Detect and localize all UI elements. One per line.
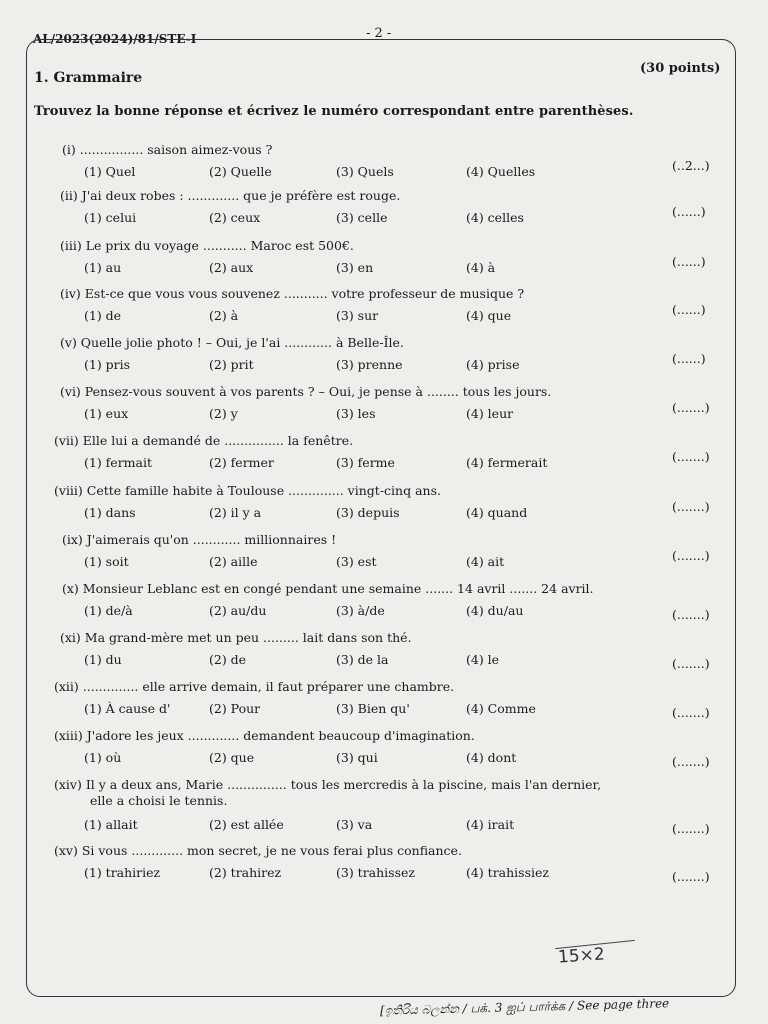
- answer-blank[interactable]: (.......): [672, 656, 710, 671]
- answer-option: (2) de: [209, 652, 247, 667]
- answer-blank[interactable]: (.......): [672, 449, 710, 464]
- answer-option: (1) celui: [84, 210, 137, 225]
- answer-option: (3) trahissez: [336, 865, 415, 880]
- question-stem: (xiii) J'adore les jeux ............. demandent beaucoup d'imagination.: [54, 728, 475, 743]
- answer-option: (4) le: [466, 652, 500, 667]
- answer-option: (4) fermerait: [466, 455, 548, 470]
- answer-option: (3) les: [336, 406, 376, 421]
- answer-option: (1) où: [84, 750, 122, 765]
- answer-option: (1) trahiriez: [84, 865, 161, 880]
- section-points: (30 points): [640, 61, 721, 76]
- answer-blank[interactable]: (.......): [672, 499, 710, 514]
- question-stem: (xv) Si vous ............. mon secret, je ne vous ferai plus confiance.: [54, 843, 462, 858]
- answer-option: (3) est: [336, 554, 377, 569]
- answer-option: (4) que: [466, 308, 512, 323]
- question-stem: (i) ................ saison aimez-vous ?: [62, 142, 273, 157]
- answer-blank[interactable]: (.......): [672, 754, 710, 769]
- page-number: - 2 -: [366, 26, 392, 41]
- answer-option: (1) au: [84, 260, 122, 275]
- answer-blank[interactable]: (.......): [672, 869, 710, 884]
- answer-option: (4) ait: [466, 554, 505, 569]
- answer-blank[interactable]: (......): [672, 302, 706, 317]
- answer-option: (3) en: [336, 260, 374, 275]
- section-instruction: Trouvez la bonne réponse et écrivez le numéro correspondant entre parenthèses.: [34, 104, 634, 119]
- answer-option: (3) depuis: [336, 505, 400, 520]
- question-stem: (iii) Le prix du voyage ........... Maroc est 500€.: [60, 238, 354, 253]
- answer-option: (4) Comme: [466, 701, 536, 716]
- answer-blank[interactable]: (..2...): [672, 158, 710, 173]
- answer-option: (1) allait: [84, 817, 138, 832]
- answer-option: (4) irait: [466, 817, 515, 832]
- answer-blank[interactable]: (......): [672, 254, 706, 269]
- question-stem: (iv) Est-ce que vous vous souvenez ........... votre professeur de musique ?: [60, 286, 525, 301]
- answer-option: (2) fermer: [209, 455, 274, 470]
- answer-option: (2) trahirez: [209, 865, 282, 880]
- answer-option: (3) à/de: [336, 603, 385, 618]
- answer-option: (1) de/à: [84, 603, 133, 618]
- answer-option: (1) pris: [84, 357, 131, 372]
- answer-option: (3) prenne: [336, 357, 403, 372]
- answer-option: (4) à: [466, 260, 496, 275]
- question-stem: (xi) Ma grand-mère met un peu ......... lait dans son thé.: [60, 630, 412, 645]
- answer-option: (1) Quel: [84, 164, 136, 179]
- answer-option: (3) sur: [336, 308, 379, 323]
- question-stem: (vi) Pensez-vous souvent à vos parents ? – Oui, je pense à ........ tous les jours.: [60, 384, 552, 399]
- question-stem: (xiv) Il y a deux ans, Marie ............... tous les mercredis à la piscine, mais l'an dernier,: [54, 777, 602, 792]
- answer-option: (4) quand: [466, 505, 528, 520]
- answer-option: (3) ferme: [336, 455, 395, 470]
- answer-blank[interactable]: (.......): [672, 607, 710, 622]
- page-footer: [ඉතිරිය බලන්න / பக். 3 ஐப் பார்க்க / See page three: [379, 996, 670, 1018]
- answer-option: (4) Quelles: [466, 164, 536, 179]
- answer-option: (4) trahissiez: [466, 865, 549, 880]
- answer-option: (4) dont: [466, 750, 517, 765]
- answer-option: (2) à: [209, 308, 239, 323]
- answer-option: (2) est allée: [209, 817, 284, 832]
- question-stem: (xii) .............. elle arrive demain, il faut préparer une chambre.: [54, 679, 455, 694]
- answer-option: (2) il y a: [209, 505, 262, 520]
- answer-option: (2) ceux: [209, 210, 261, 225]
- answer-option: (2) aux: [209, 260, 254, 275]
- answer-option: (3) Bien qu': [336, 701, 410, 716]
- answer-blank[interactable]: (......): [672, 351, 706, 366]
- answer-option: (2) au/du: [209, 603, 267, 618]
- question-stem: (ix) J'aimerais qu'on ............ millionnaires !: [62, 532, 337, 547]
- question-stem-continued: elle a choisi le tennis.: [90, 793, 228, 808]
- answer-blank[interactable]: (.......): [672, 548, 710, 563]
- question-stem: (viii) Cette famille habite à Toulouse .............. vingt-cinq ans.: [54, 483, 441, 498]
- answer-option: (4) prise: [466, 357, 520, 372]
- section-title: 1. Grammaire: [34, 70, 143, 86]
- answer-option: (1) dans: [84, 505, 136, 520]
- exam-code: AL/2023(2024)/81/STE-I: [33, 32, 197, 46]
- question-stem: (x) Monsieur Leblanc est en congé pendant une semaine ....... 14 avril ....... 24 avril.: [62, 581, 594, 596]
- answer-option: (3) Quels: [336, 164, 394, 179]
- answer-blank[interactable]: (.......): [672, 821, 710, 836]
- answer-blank[interactable]: (.......): [672, 400, 710, 415]
- question-stem: (vii) Elle lui a demandé de ............... la fenêtre.: [54, 433, 354, 448]
- answer-option: (4) celles: [466, 210, 524, 225]
- answer-option: (1) soit: [84, 554, 129, 569]
- answer-option: (1) de: [84, 308, 122, 323]
- answer-option: (2) Quelle: [209, 164, 272, 179]
- answer-option: (2) y: [209, 406, 238, 421]
- answer-option: (3) celle: [336, 210, 388, 225]
- question-stem: (ii) J'ai deux robes : ............. que je préfère est rouge.: [60, 188, 401, 203]
- answer-option: (2) prit: [209, 357, 254, 372]
- answer-blank[interactable]: (......): [672, 204, 706, 219]
- answer-option: (4) leur: [466, 406, 514, 421]
- answer-blank[interactable]: (.......): [672, 705, 710, 720]
- answer-option: (1) À cause d': [84, 701, 171, 716]
- answer-option: (1) eux: [84, 406, 129, 421]
- answer-option: (1) fermait: [84, 455, 153, 470]
- answer-option: (3) qui: [336, 750, 378, 765]
- answer-option: (3) de la: [336, 652, 389, 667]
- question-stem: (v) Quelle jolie photo ! – Oui, je l'ai ............ à Belle-Île.: [60, 335, 404, 350]
- handwritten-note: 15×2: [557, 944, 606, 968]
- answer-option: (4) du/au: [466, 603, 524, 618]
- answer-option: (2) aille: [209, 554, 258, 569]
- answer-option: (3) va: [336, 817, 373, 832]
- answer-option: (2) que: [209, 750, 255, 765]
- answer-option: (1) du: [84, 652, 122, 667]
- answer-option: (2) Pour: [209, 701, 261, 716]
